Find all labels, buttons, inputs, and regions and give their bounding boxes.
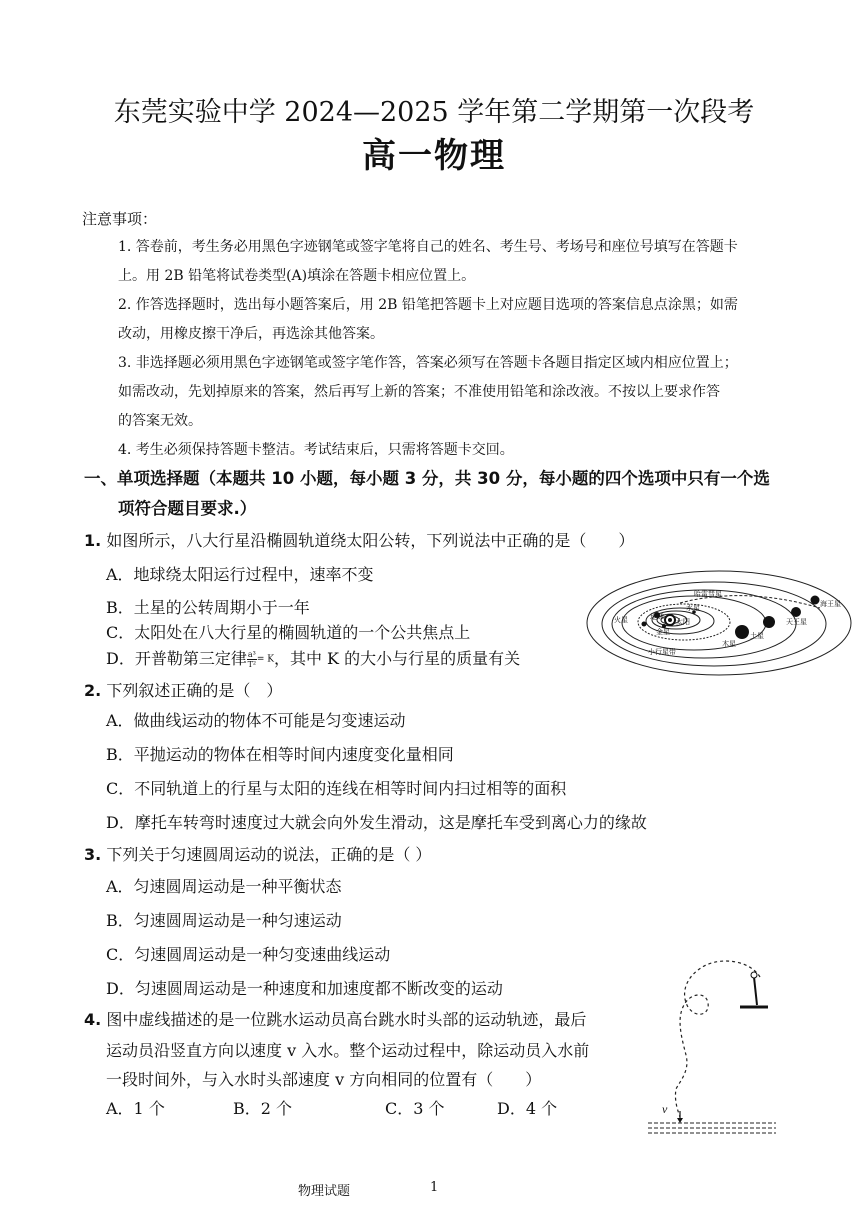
question-4-option-c: C．3 个 [385,1099,445,1118]
kepler-formula-denominator: T² [247,660,257,669]
section-heading-line2: 项符合题目要求.） [118,499,257,518]
exam-title: 东莞实验中学 2024—2025 学年第二学期第一次段考 [113,97,755,128]
question-4-stem-line3: 一段时间外，与入水时头部速度 v 方向相同的位置有（ ） [106,1070,542,1089]
section-heading [84,464,796,524]
notice-item-1-line1: 1. 答卷前，考生务必用黑色字迹钢笔或签字笔将自己的姓名、考生号、考场号和座位号填写在答题卡 [118,239,738,255]
jupiter-icon [735,625,749,639]
label-venus: 金星 [656,629,670,636]
diver-body [754,977,757,1005]
diver-trajectory [675,961,760,1117]
neptune-icon [811,596,820,605]
question-2-number: 2. [84,681,102,700]
velocity-label: v [662,1102,668,1116]
notice-heading: 注意事项： [82,210,158,228]
kepler-formula-numerator: a³ [247,650,256,659]
question-2-stem: 下列叙述正确的是（ ） [106,681,283,700]
section-heading-line1: 一、单项选择题（本题共 10 小题，每小题 3 分，共 30 分，每小题的四个选项中只有一个选 [84,469,770,488]
label-neptune: 海王星 [820,601,841,608]
question-2-option-c: C．不同轨道上的行星与太阳的连线在相等时间内扫过相等的面积 [106,779,567,798]
notice-item-2-line2: 改动，用橡皮擦干净后，再选涂其他答案。 [118,326,384,342]
question-4-stem-line1: 图中虚线描述的是一位跳水运动员高台跳水时头部的运动轨迹，最后 [106,1010,587,1029]
label-saturn: 土星 [750,633,764,640]
question-1-number: 1. [84,531,102,550]
diver-figure [640,955,780,1140]
question-1-option-b: B．土星的公转周期小于一年 [106,598,310,617]
sun-core [668,618,672,622]
label-uranus: 天王星 [786,619,807,626]
question-3-option-b: B．匀速圆周运动是一种匀速运动 [106,911,342,930]
notice-item-1 [118,233,794,291]
notice-item-3-line2: 如需改动，先划掉原来的答案，然后再写上新的答案；不准使用铅笔和涂改液。不按以上要求作答 [118,384,720,400]
question-4-stem-line2: 运动员沿竖直方向以速度 v 入水。整个运动过程中，除运动员入水前 [106,1041,590,1060]
exam-subject: 高一物理 [362,136,506,176]
question-1-option-d [106,646,520,669]
question-1-option-d-post: ，其中 K 的大小与行星的质量有关 [273,649,521,668]
saturn-icon [763,616,775,628]
question-2-option-d: D．摩托车转弯时速度过大就会向外发生滑动，这是摩托车受到离心力的缘故 [106,813,647,832]
notice-item-3 [118,349,794,436]
uranus-icon [791,607,801,617]
question-4 [84,1007,586,1030]
question-3 [84,842,431,865]
mars-icon [642,622,647,627]
solar-system-figure [584,568,854,688]
notice-item-2 [118,291,794,349]
velocity-arrowhead [677,1118,683,1123]
question-4-number: 4. [84,1010,102,1029]
label-comet: 哈雷彗星 [694,591,722,598]
question-1 [84,528,634,551]
kepler-formula-rhs: = K [256,654,274,665]
question-4-option-a: A．1 个 [106,1099,165,1118]
question-3-option-d: D．匀速圆周运动是一种速度和加速度都不断改变的运动 [106,979,503,998]
notice-item-3-line3: 的答案无效。 [118,413,202,429]
notice-item-1-line2: 上。用 2B 铅笔将试卷类型(A)填涂在答题卡相应位置上。 [118,268,476,284]
diver-head [751,972,757,978]
question-3-stem: 下列关于匀速圆周运动的说法，正确的是（ ） [106,845,432,864]
notice-item-4 [118,436,794,465]
kepler-formula [247,650,257,669]
label-mars: 火星 [614,617,628,624]
notice-item-4-line1: 4. 考生必须保持答题卡整洁。考试结束后，只需将答题卡交回。 [118,442,514,458]
question-1-stem: 如图所示，八大行星沿椭圆轨道绕太阳公转，下列说法中正确的是（ ） [106,531,635,550]
question-4-option-b: B．2 个 [233,1099,293,1118]
label-sun: 太阳 [676,619,690,626]
question-2-option-b: B．平抛运动的物体在相等时间内速度变化量相同 [106,745,454,764]
question-3-option-c: C．匀速圆周运动是一种匀变速曲线运动 [106,945,391,964]
question-1-option-c: C．太阳处在八大行星的椭圆轨道的一个公共焦点上 [106,623,471,642]
footer-subject: 物理试题 [298,1184,351,1199]
question-1-option-a: A．地球绕太阳运行过程中，速率不变 [106,565,374,584]
notice-item-3-line1: 3. 非选择题必须用黑色字迹钢笔或签字笔作答，答案必须写在答题卡各题目指定区域内相应位置上； [118,355,738,371]
question-4-option-d: D．4 个 [497,1099,558,1118]
label-jupiter: 木星 [722,641,736,648]
venus-icon [662,624,666,628]
footer-page-number: 1 [430,1180,439,1195]
question-3-option-a: A．匀速圆周运动是一种平衡状态 [106,877,342,896]
question-3-number: 3. [84,845,102,864]
question-1-option-d-pre: D．开普勒第三定律 [106,649,247,668]
notice-item-2-line1: 2. 作答选择题时，选出每小题答案后，用 2B 铅笔把答题卡上对应题目选项的答案信息点涂黑；如需 [118,297,738,313]
label-asteroid-belt: 小行星带 [648,649,676,656]
label-earth: 地球 [650,614,664,621]
question-2 [84,678,282,701]
label-mercury: 水星 [686,605,700,612]
question-2-option-a: A．做曲线运动的物体不可能是匀变速运动 [106,711,406,730]
